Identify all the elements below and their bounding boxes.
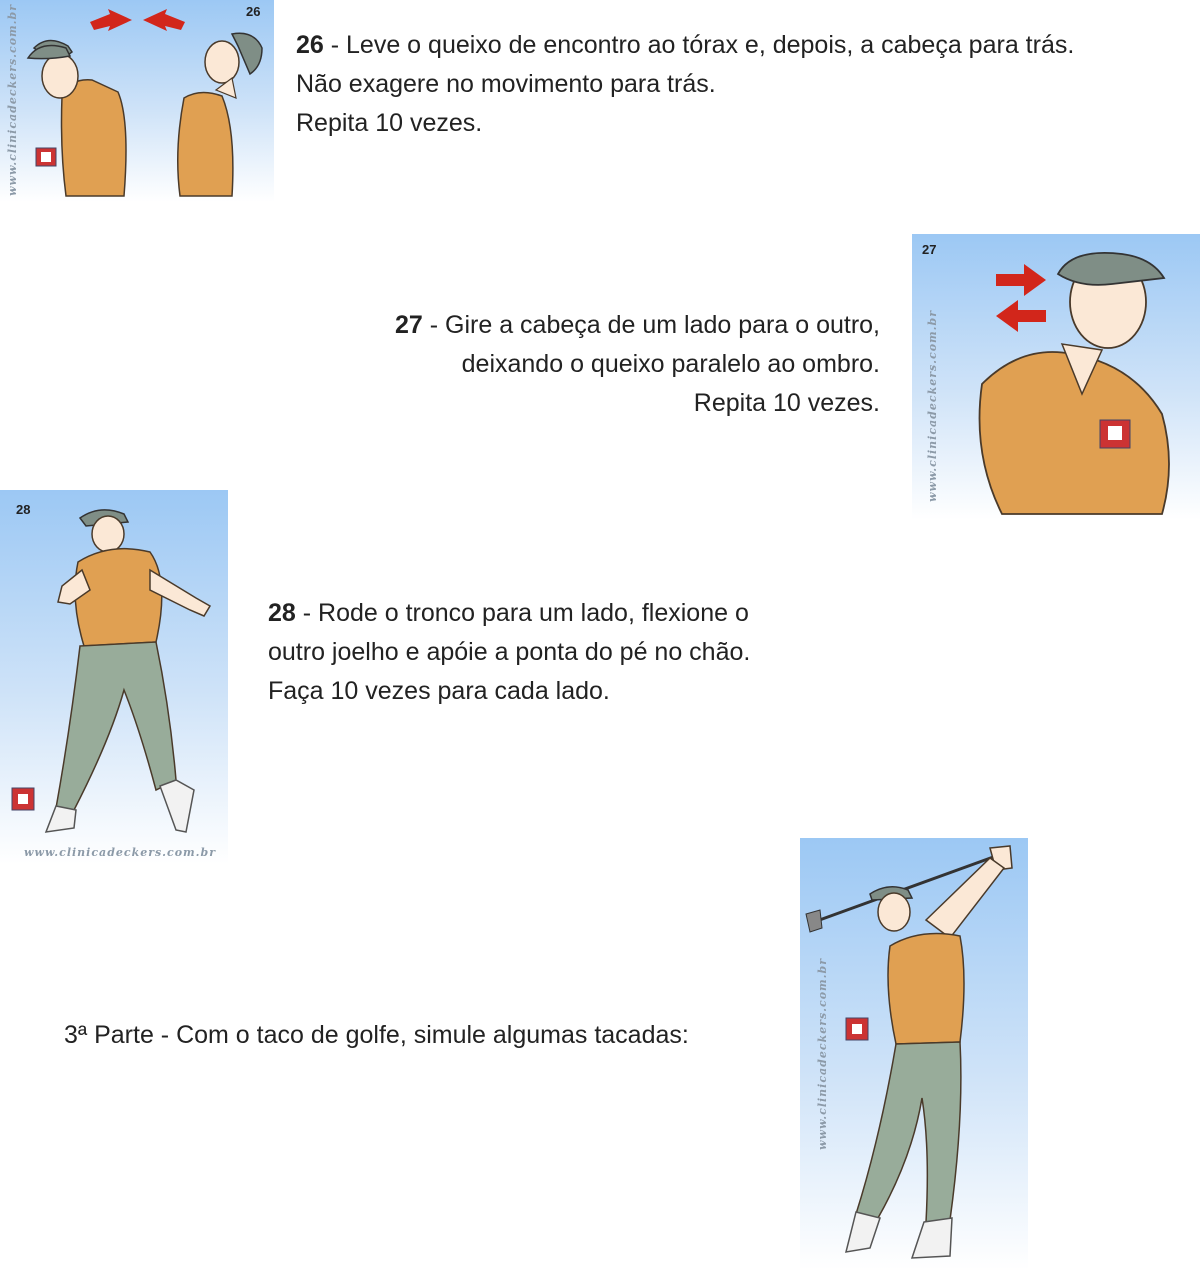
exercise-28-text xyxy=(268,594,888,711)
exercise-26-line-3: Repita 10 vezes. xyxy=(296,109,483,137)
exercise-27-line-3: Repita 10 vezes. xyxy=(693,389,880,417)
part3-text: 3ª Parte - Com o taco de golfe, simule algumas tacadas: xyxy=(64,1021,689,1049)
golf-swing-drawing xyxy=(800,838,1028,1270)
exercise-26-number: 26 xyxy=(296,31,324,59)
watermark: www.clinicadeckers.com.br xyxy=(6,3,19,196)
left-arrow-icon xyxy=(90,9,132,31)
watermark: www.clinicadeckers.com.br xyxy=(926,309,939,502)
right-arrow-icon xyxy=(996,264,1046,296)
exercise-27-text xyxy=(240,306,880,423)
illustration-golf-swing xyxy=(800,838,1028,1270)
exercise-26-text xyxy=(296,26,1186,143)
exercise-26-line-2: Não exagere no movimento para trás. xyxy=(296,70,716,98)
neck-flexion-drawing xyxy=(0,0,274,202)
exercise-27-number: 27 xyxy=(394,311,423,339)
exercise-28-line-3: Faça 10 vezes para cada lado. xyxy=(268,677,610,705)
exercise-28-line-2: outro joelho e apóie a ponta do pé no chão. xyxy=(268,638,751,666)
left-arrow-icon xyxy=(996,300,1046,332)
trunk-rotation-drawing xyxy=(0,490,228,864)
watermark: www.clinicadeckers.com.br xyxy=(816,957,829,1150)
watermark: www.clinicadeckers.com.br xyxy=(24,846,217,859)
illustration-28 xyxy=(0,490,228,864)
exercise-28-line-1: - Rode o tronco para um lado, flexione o xyxy=(295,599,749,627)
figure-number-28: 28 xyxy=(16,502,31,517)
figure-number-27: 27 xyxy=(922,242,937,257)
illustration-27 xyxy=(912,234,1200,520)
right-arrow-icon xyxy=(143,9,185,31)
exercise-27-line-2: deixando o queixo paralelo ao ombro. xyxy=(461,350,880,378)
exercise-27-line-1: - Gire a cabeça de um lado para o outro, xyxy=(422,311,880,339)
illustration-26 xyxy=(0,0,274,202)
exercise-28-number: 28 xyxy=(268,599,296,627)
figure-number-26: 26 xyxy=(246,4,261,19)
head-rotation-drawing xyxy=(912,234,1200,520)
exercise-26-line-1: - Leve o queixo de encontro ao tórax e, depois, a cabeça para trás. xyxy=(323,31,1075,59)
